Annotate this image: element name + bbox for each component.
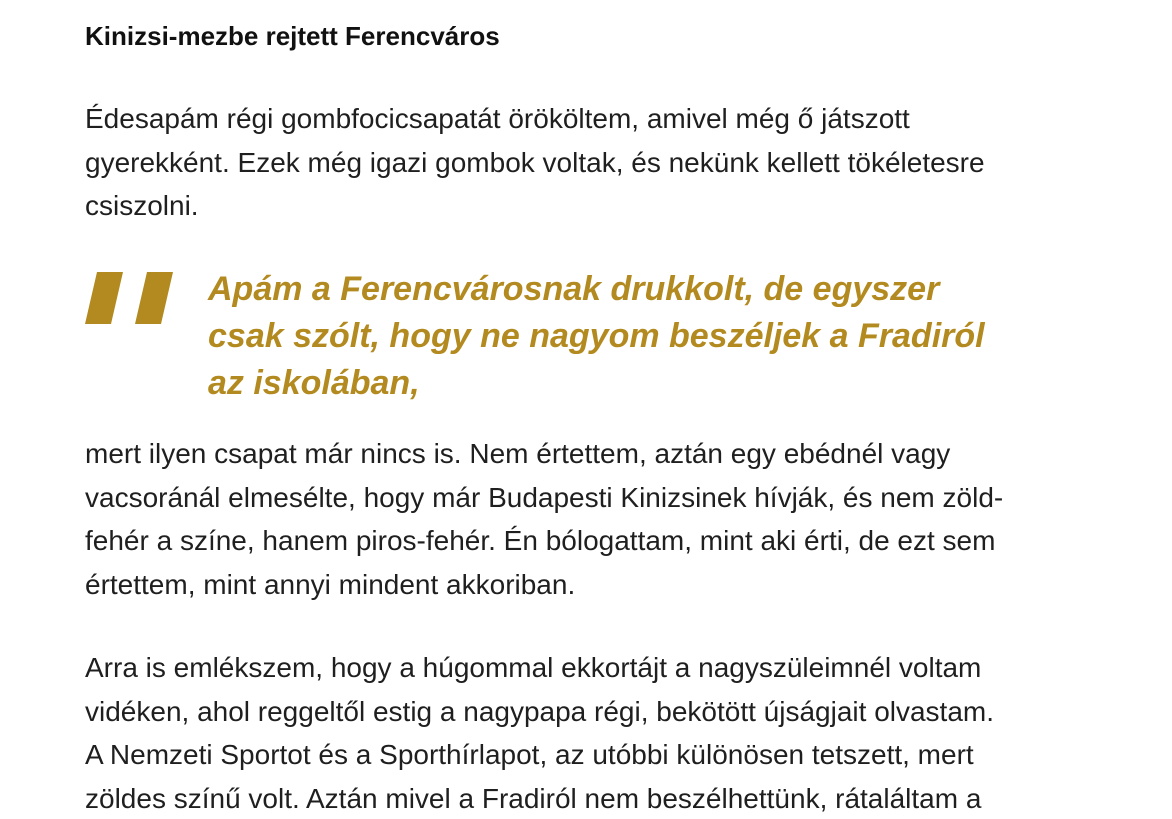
paragraph-line: gyerekként. Ezek még igazi gombok voltak, és nekünk kellett tökéletesre	[85, 146, 985, 178]
paragraph-line: értettem, mint annyi mindent akkoriban.	[85, 568, 576, 600]
pull-quote-line: Apám a Ferencvárosnak drukkolt, de egyszer	[208, 270, 940, 308]
quote-mark-icon	[85, 272, 175, 324]
pull-quote-line: csak szólt, hogy ne nagyom beszéljek a Fradiról	[208, 317, 985, 355]
paragraph-line: mert ilyen csapat már nincs is. Nem értettem, aztán egy ebédnél vagy	[85, 438, 951, 469]
paragraph-line: A Nemzeti Sportot és a Sporthírlapot, az utóbbi különösen tetszett, mert	[85, 739, 974, 771]
paragraph-line: csiszolni.	[85, 190, 199, 222]
paragraph-line: vidéken, ahol reggeltől estig a nagypapa régi, bekötött újságjait olvastam.	[85, 695, 995, 727]
quote-mark-right-stroke	[135, 272, 173, 324]
section-subheading: Kinizsi-mezbe rejtett Ferencváros	[85, 21, 500, 51]
quote-mark-left-stroke	[85, 272, 123, 324]
paragraph-line: zöldes színű volt. Aztán mivel a Fradiról nem beszélhettünk, rátaláltam a	[85, 782, 982, 814]
paragraph-line: fehér a színe, hanem piros-fehér. Én bólogattam, mint aki érti, de ezt sem	[85, 525, 996, 557]
paragraph-2	[85, 432, 1125, 606]
pull-quote	[208, 266, 985, 407]
paragraph-line: Arra is emlékszem, hogy a húgommal ekkortájt a nagyszüleimnél voltam	[85, 652, 982, 683]
paragraph-3	[85, 646, 1125, 819]
paragraph-line: Édesapám régi gombfocicsapatát örököltem, amivel még ő játszott	[85, 103, 910, 134]
pull-quote-line: az iskolában,	[208, 364, 420, 402]
paragraph-1	[85, 97, 1125, 228]
paragraph-line: vacsoránál elmesélte, hogy már Budapesti Kinizsinek hívják, és nem zöld-	[85, 481, 1004, 513]
